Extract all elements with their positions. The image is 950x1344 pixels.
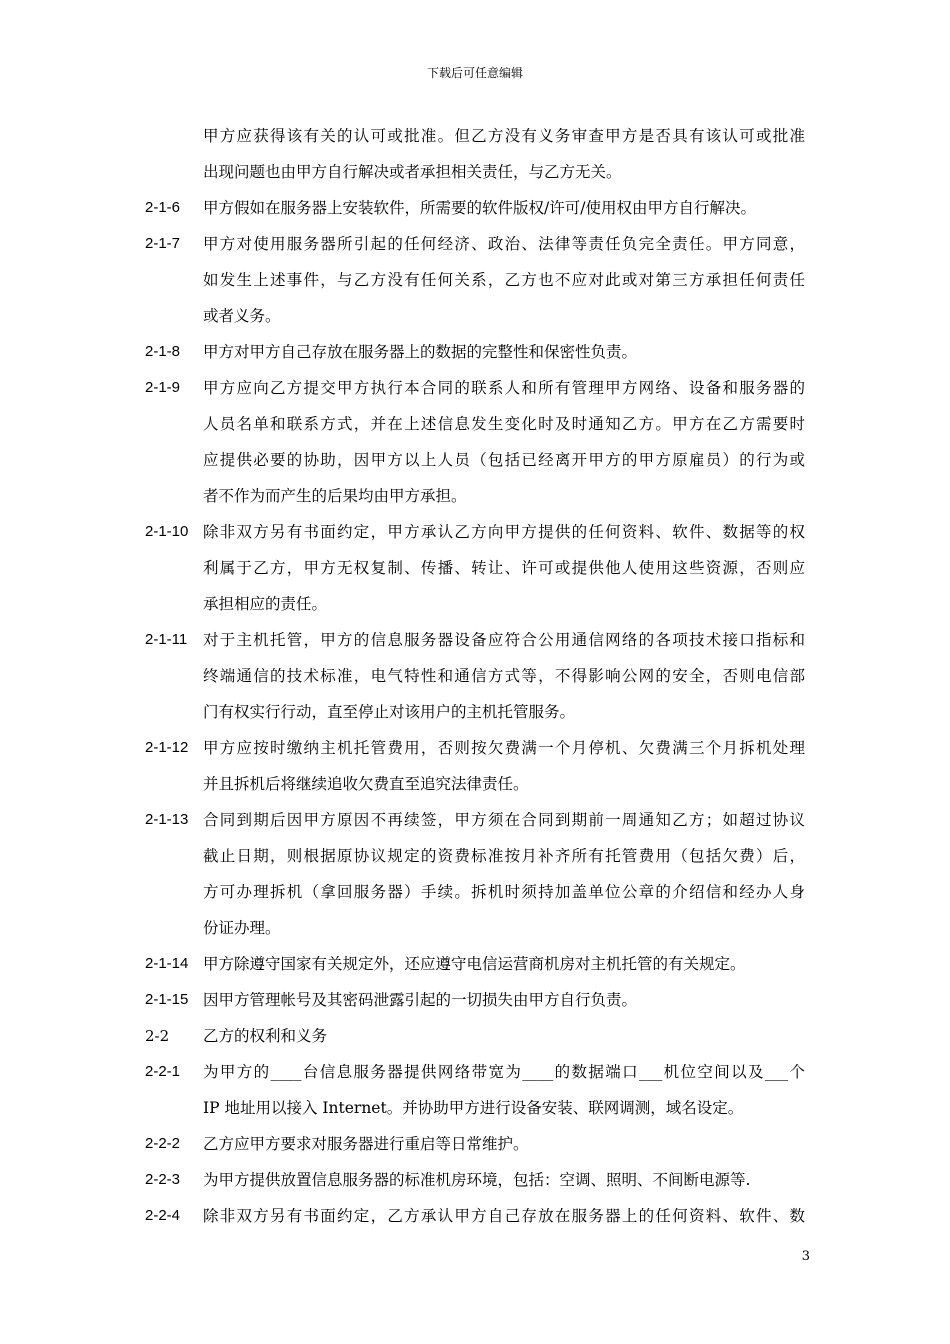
text-line: [0, 118, 950, 154]
clause-number: 2-1-6: [145, 199, 181, 216]
clause-text: 甲方对使用服务器所引起的任何经济、政治、法律等责任负完全责任。甲方同意，: [203, 235, 805, 253]
clause-text: 甲方应获得该有关的认可或批准。但乙方没有义务审查甲方是否具有该认可或批准: [203, 127, 805, 145]
clause-text: 终端通信的技术标准，电气特性和通信方式等，不得影响公网的安全，否则电信部: [203, 667, 805, 685]
clause-number: 2-1-13: [145, 811, 189, 828]
text-line: [0, 766, 950, 802]
text-line: [0, 622, 950, 658]
text-line: [0, 262, 950, 298]
text-line: [0, 982, 950, 1018]
clause-text: 对于主机托管，甲方的信息服务器设备应符合公用通信网络的各项技术接口指标和: [203, 631, 805, 649]
clause-text: 者不作为而产生的后果均由甲方承担。: [203, 487, 467, 505]
text-line: [0, 1162, 950, 1198]
clause-text: 并且拆机后将继续追收欠费直至追究法律责任。: [203, 775, 529, 793]
clause-number: 2-2-3: [145, 1171, 181, 1188]
clause-number: 2-1-8: [145, 343, 181, 360]
text-line: [0, 154, 950, 190]
text-line: [0, 442, 950, 478]
text-line: [0, 658, 950, 694]
clause-text: 方可办理拆机（拿回服务器）手续。拆机时须持加盖单位公章的介绍信和经办人身: [203, 883, 805, 901]
clause-text: 份证办理。: [203, 919, 281, 937]
clause-text: 出现问题也由甲方自行解决或者承担相关责任，与乙方无关。: [203, 163, 622, 181]
text-line: [0, 406, 950, 442]
text-line: [0, 730, 950, 766]
clause-text: 为甲方提供放置信息服务器的标准机房环境，包括：空调、照明、不间断电源等.: [203, 1171, 751, 1189]
text-line: [0, 802, 950, 838]
clause-number: 2-1-11: [145, 631, 188, 648]
clause-text: 除非双方另有书面约定，甲方承认乙方向甲方提供的任何资料、软件、数据等的权: [203, 523, 805, 541]
clause-number: 2-1-14: [145, 955, 189, 972]
page-header: 下载后可任意编辑: [426, 66, 523, 80]
clause-number: 2-1-7: [145, 235, 181, 252]
clause-text: 乙方应甲方要求对服务器进行重启等日常维护。: [203, 1135, 529, 1153]
text-line: [0, 226, 950, 262]
text-line: [0, 1090, 950, 1126]
clause-text: 或者义务。: [203, 307, 281, 325]
clause-number: 2-1-9: [145, 379, 181, 396]
text-line: [0, 1054, 950, 1090]
clause-text: 甲方对甲方自己存放在服务器上的数据的完整性和保密性负责。: [203, 343, 638, 361]
clause-number: 2-2-2: [145, 1135, 181, 1152]
document-body: [0, 118, 950, 1234]
text-line: [0, 1198, 950, 1234]
clause-text: 利属于乙方，甲方无权复制、传播、转让、许可或提供他人使用这些资源，否则应: [203, 559, 805, 577]
clause-number: 2-1-15: [145, 991, 189, 1008]
text-line: [0, 190, 950, 226]
text-line: [0, 694, 950, 730]
clause-text: 合同到期后因甲方原因不再续签，甲方须在合同到期前一周通知乙方；如超过协议: [203, 811, 805, 829]
clause-number: 2-2-4: [145, 1207, 181, 1224]
clause-text: 甲方除遵守国家有关规定外，还应遵守电信运营商机房对主机托管的有关规定。: [203, 955, 746, 973]
clause-text: IP 地址用以接入 Internet。并协助甲方进行设备安装、联网调测，域名设定。: [203, 1099, 744, 1117]
text-line: [0, 550, 950, 586]
clause-number: 2-2-1: [145, 1063, 181, 1080]
page-number: 3: [801, 1249, 810, 1264]
clause-text: 甲方假如在服务器上安装软件，所需要的软件版权/许可/使用权由甲方自行解决。: [203, 199, 756, 217]
text-line: [0, 1018, 950, 1054]
text-line: [0, 478, 950, 514]
clause-number: 2-1-10: [145, 523, 189, 540]
clause-number: 2-1-12: [145, 739, 189, 756]
clause-text: 人员名单和联系方式，并在上述信息发生变化时及时通知乙方。甲方在乙方需要时: [203, 415, 805, 433]
text-line: [0, 946, 950, 982]
clause-number: 2-2: [145, 1027, 170, 1045]
clause-text: 乙方的权利和义务: [203, 1027, 328, 1045]
text-line: [0, 910, 950, 946]
clause-text: 为甲方的____台信息服务器提供网络带宽为____的数据端口___机位空间以及___个: [203, 1063, 805, 1081]
clause-text: 如发生上述事件，与乙方没有任何关系，乙方也不应对此或对第三方承担任何责任: [203, 271, 805, 289]
clause-text: 应提供必要的协助，因甲方以上人员（包括已经离开甲方的甲方原雇员）的行为或: [203, 451, 805, 469]
text-line: [0, 586, 950, 622]
text-line: [0, 370, 950, 406]
clause-text: 门有权实行行动，直至停止对该用户的主机托管服务。: [203, 703, 576, 721]
clause-text: 承担相应的责任。: [203, 595, 328, 613]
text-line: [0, 874, 950, 910]
text-line: [0, 838, 950, 874]
text-line: [0, 514, 950, 550]
clause-text: 甲方应向乙方提交甲方执行本合同的联系人和所有管理甲方网络、设备和服务器的: [203, 379, 805, 397]
clause-text: 因甲方管理帐号及其密码泄露引起的一切损失由甲方自行负责。: [203, 991, 638, 1009]
clause-text: 甲方应按时缴纳主机托管费用，否则按欠费满一个月停机、欠费满三个月拆机处理: [203, 739, 805, 757]
text-line: [0, 298, 950, 334]
text-line: [0, 334, 950, 370]
clause-text: 除非双方另有书面约定，乙方承认甲方自己存放在服务器上的任何资料、软件、数: [203, 1207, 805, 1225]
text-line: [0, 1126, 950, 1162]
clause-text: 截止日期，则根据原协议规定的资费标准按月补齐所有托管费用（包括欠费）后，: [203, 847, 805, 865]
